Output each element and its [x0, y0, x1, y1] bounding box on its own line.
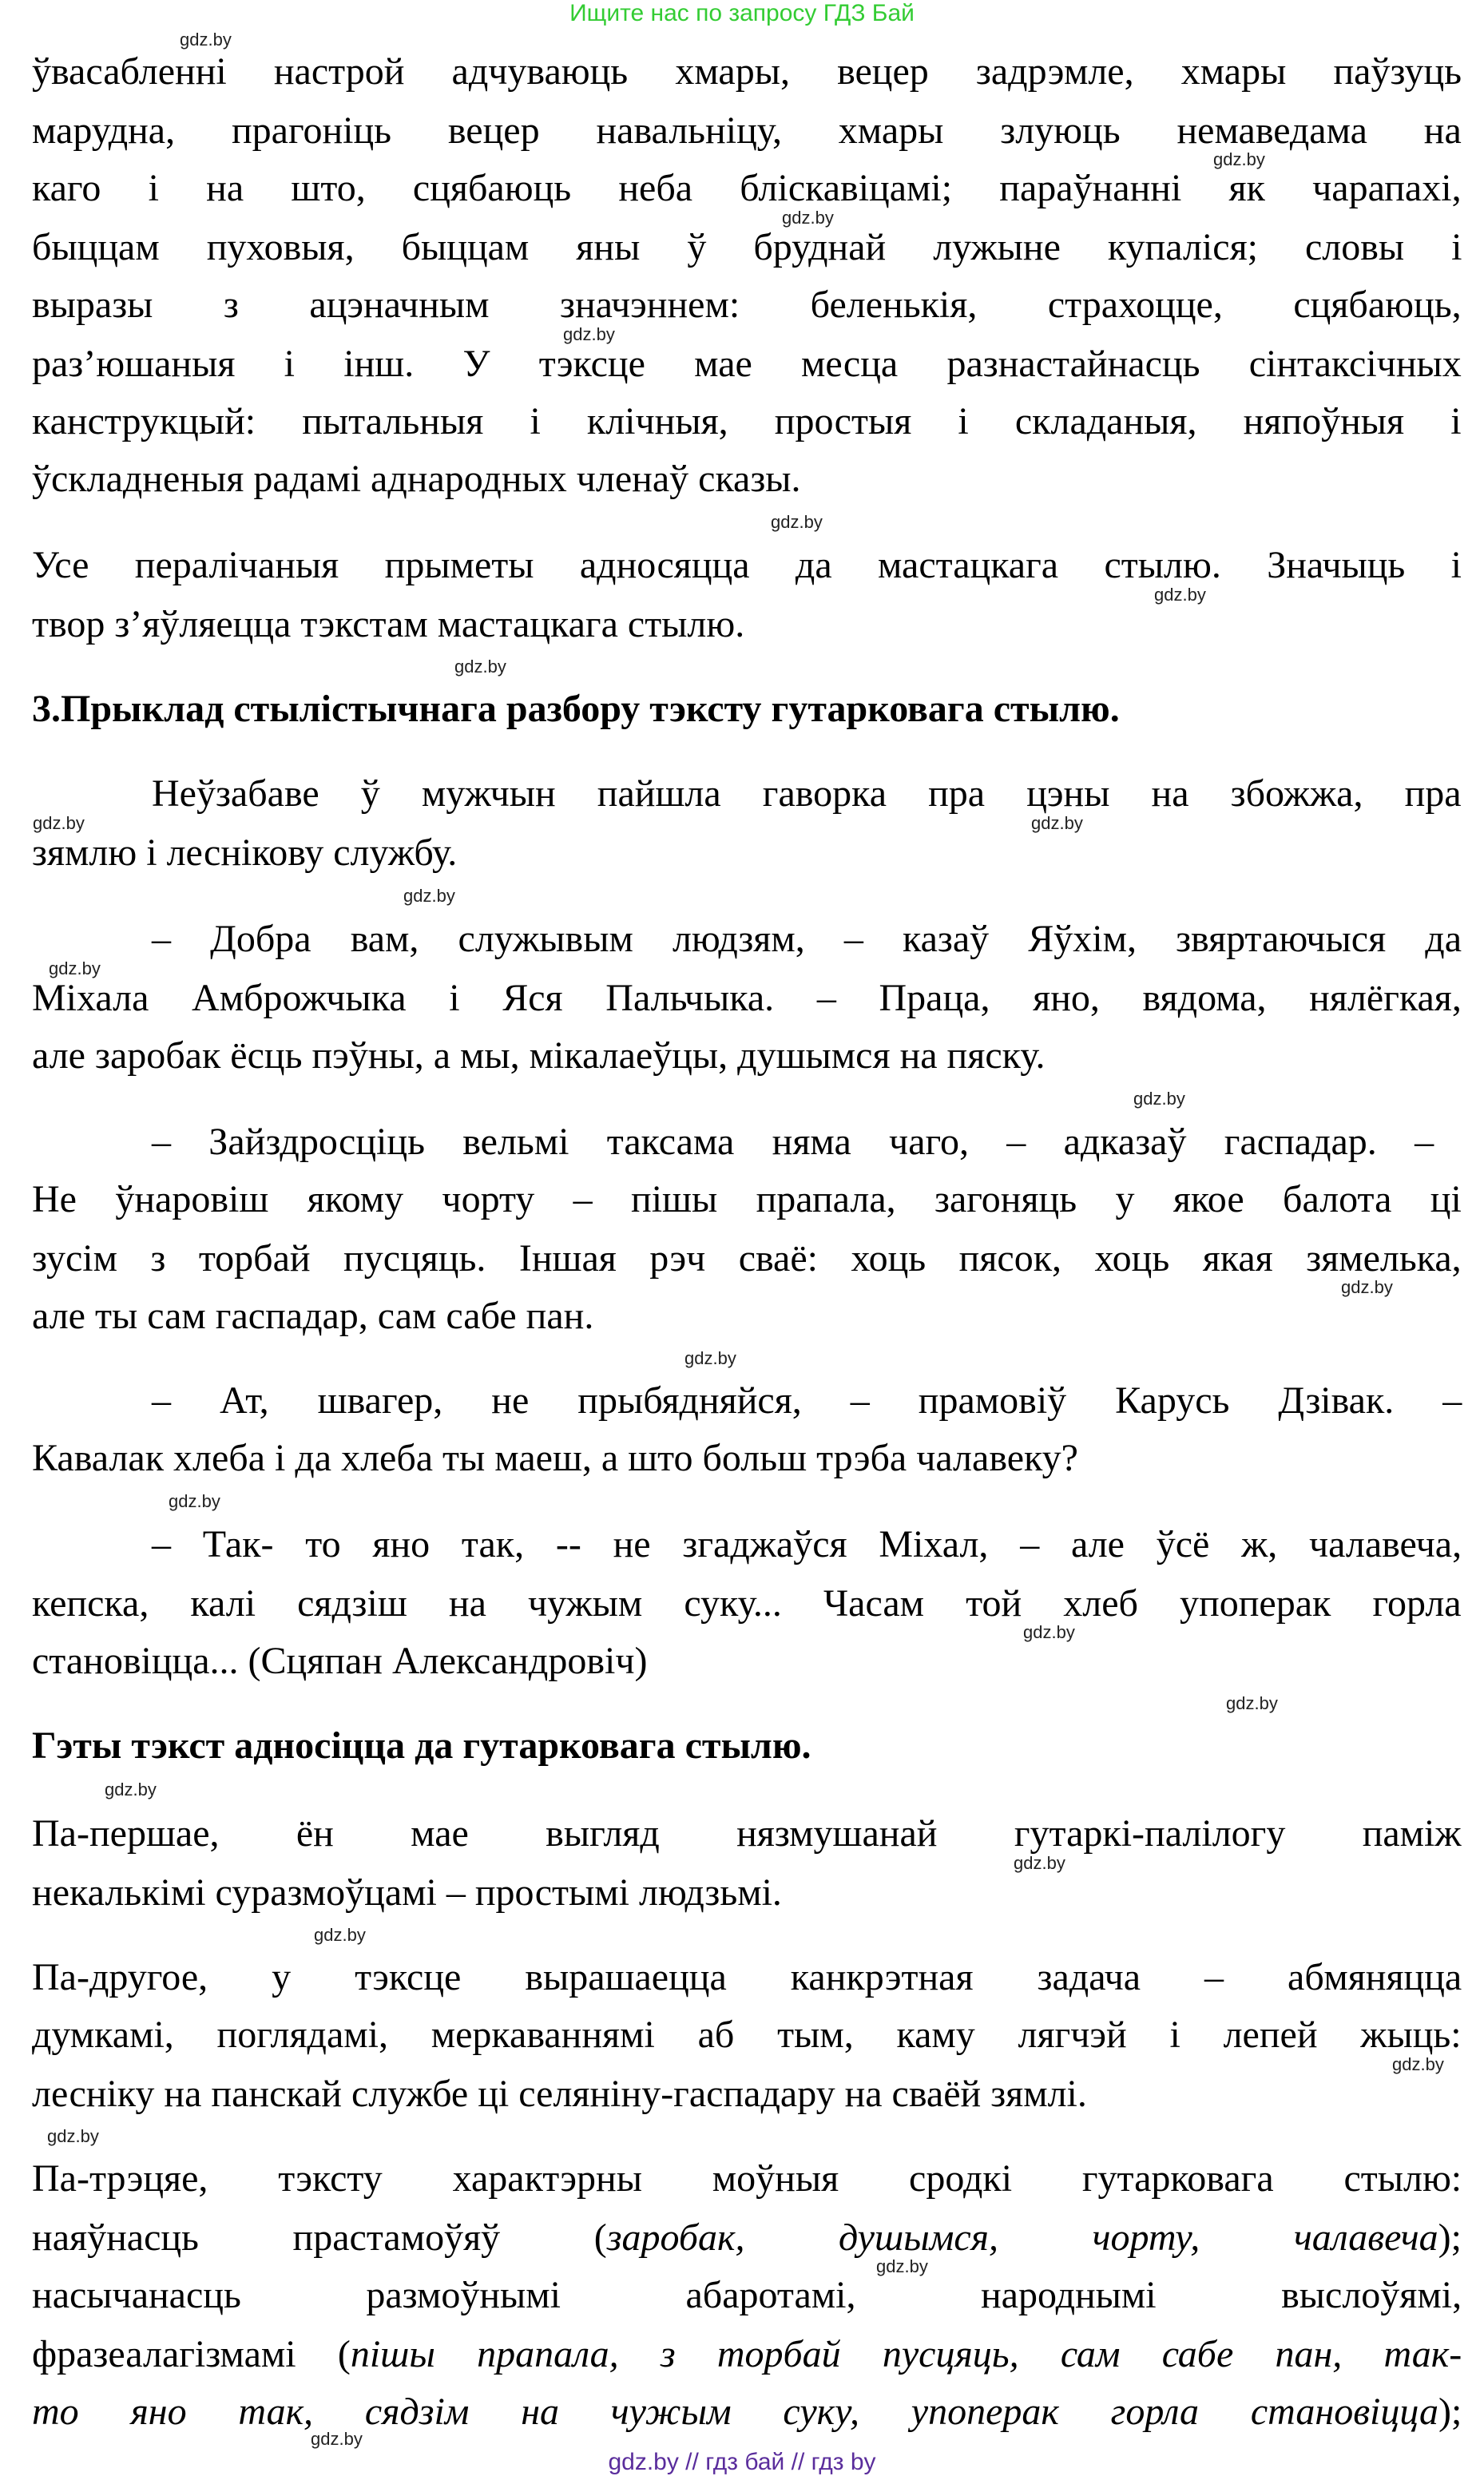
- text-line: Неўзабаве ў мужчын пайшла гаворка пра цэны на збожжа, пра: [152, 772, 1462, 815]
- text-line: [32, 2218, 1462, 2258]
- text-segment: );: [1438, 2391, 1462, 2433]
- watermark-gdz: gdz.by: [1023, 1622, 1075, 1642]
- text-line: раз’юшаныя і інш. У тэксце мае месца разнастайнасць сінтаксічных: [32, 343, 1462, 385]
- text-line: лесніку на панскай службе ці селяніну-гаспадару на сваёй зямлі.: [32, 2073, 1087, 2115]
- watermark-gdz: gdz.by: [180, 30, 232, 50]
- watermark-gdz: gdz.by: [403, 886, 455, 906]
- text-line: выразы з ацэначным значэннем: беленькія, страхоцце, сцябаюць,: [32, 284, 1462, 326]
- text-line: марудна, прагоніць вецер навальніцу, хмары злуюць немаведама на: [32, 109, 1462, 152]
- watermark-gdz: gdz.by: [1133, 1089, 1185, 1109]
- watermark-gdz: gdz.by: [1226, 1693, 1278, 1713]
- watermark-gdz: gdz.by: [876, 2256, 928, 2276]
- watermark-gdz: gdz.by: [47, 2126, 99, 2146]
- watermark-gdz: gdz.by: [1213, 149, 1265, 169]
- text-line: твор з’яўляецца тэкстам мастацкага стылю.: [32, 603, 745, 645]
- text-line: Па-першае, ён мае выгляд нязмушанай гутаркі-палілогу паміж: [32, 1812, 1462, 1855]
- watermark-gdz: gdz.by: [454, 657, 506, 677]
- watermark-gdz: gdz.by: [563, 324, 615, 344]
- text-segment: наяўнасць прастамоўяў (: [32, 2216, 607, 2259]
- search-hint-banner: Ищите нас по запросу ГДЗ Бай: [569, 0, 915, 26]
- text-line: Міхала Амброжчыка і Яся Пальчыка. – Праца, яно, вядома, нялёгкая,: [32, 977, 1462, 1019]
- text-line: [32, 2335, 1462, 2375]
- watermark-gdz: gdz.by: [311, 2429, 363, 2449]
- watermark-gdz: gdz.by: [782, 208, 834, 228]
- watermark-gdz: gdz.by: [33, 813, 85, 833]
- italic-example: пішы прапала, з торбай пусцяць, сам сабе пан, так-: [350, 2333, 1462, 2375]
- text-line: становіцца... (Сцяпан Александровіч): [32, 1640, 648, 1682]
- watermark-gdz: gdz.by: [105, 1780, 157, 1799]
- text-line: думкамі, поглядамі, меркаваннямі аб тым, каму лягчэй і лепей жыць:: [32, 2014, 1462, 2056]
- footer-links[interactable]: gdz.by // гдз бай // гдз by: [608, 2449, 876, 2475]
- text-line: ўскладненыя радамі аднародных членаў сказы.: [32, 458, 801, 500]
- text-line: – Зайздросціць вельмі таксама няма чаго, – адказаў гаспадар. –: [152, 1121, 1434, 1163]
- text-line: – Ат, швагер, не прыбядняйся, – прамовіў Карусь Дзівак. –: [152, 1379, 1462, 1422]
- italic-example: то яно так, сядзім на чужым суку, упоперак горла становіцца: [32, 2391, 1438, 2433]
- watermark-gdz: gdz.by: [1341, 1277, 1393, 1297]
- text-line: зусім з торбай пусцяць. Іншая рэч сваё: хоць пясок, хоць якая зямелька,: [32, 1237, 1462, 1280]
- text-line: [32, 2392, 1462, 2432]
- watermark-gdz: gdz.by: [1392, 2054, 1444, 2074]
- text-line: – Добра вам, служывым людзям, – казаў Яўхім, звяртаючыся да: [152, 918, 1462, 960]
- text-line: зямлю і леснікову службу.: [32, 831, 458, 874]
- text-line: каго і на што, сцябаюць неба бліскавіцамі; параўнанні як чарапахі,: [32, 167, 1462, 209]
- watermark-gdz: gdz.by: [771, 512, 823, 532]
- watermark-gdz: gdz.by: [1154, 585, 1206, 605]
- text-segment: фразеалагізмамі (: [32, 2333, 351, 2375]
- watermark-gdz: gdz.by: [169, 1491, 220, 1511]
- watermark-gdz: gdz.by: [49, 958, 101, 978]
- text-line: канструкцый: пытальныя і клічныя, простыя і складаныя, няпоўныя і: [32, 400, 1462, 442]
- text-line: Усе пералічаныя прыметы адносяцца да мастацкага стылю. Значыць і: [32, 544, 1462, 586]
- text-line: але ты сам гаспадар, сам сабе пан.: [32, 1295, 594, 1337]
- text-segment: );: [1438, 2216, 1462, 2259]
- text-line: быццам пуховыя, быццам яны ў бруднай лужыне купаліся; словы і: [32, 226, 1462, 268]
- text-line: Па-трэцяе, тэксту характэрны моўныя сродкі гутарковага стылю:: [32, 2157, 1462, 2200]
- text-line: кепска, калі сядзіш на чужым суку... Часам той хлеб упоперак горла: [32, 1582, 1462, 1625]
- text-line: Па-другое, у тэксце вырашаецца канкрэтная задача – абмяняцца: [32, 1956, 1462, 1998]
- text-line: але заробак ёсць пэўны, а мы, мікалаеўцы, душымся на пяску.: [32, 1034, 1046, 1077]
- text-line: Кавалак хлеба і да хлеба ты маеш, а што больш трэба чалавеку?: [32, 1437, 1078, 1479]
- text-line: некалькімі суразмоўцамі – простымі людзьмі.: [32, 1871, 782, 1914]
- text-line: Не ўнаровіш якому чорту – пішы прапала, загоняць у якое балота ці: [32, 1178, 1462, 1220]
- italic-example: заробак, душымся, чорту, чалавеча: [606, 2216, 1438, 2259]
- section-heading: Гэты тэкст адносіцца да гутарковага стылю.: [32, 1724, 811, 1767]
- text-line: – Так- то яно так, -- не згаджаўся Міхал, – але ўсё ж, чалавеча,: [152, 1523, 1462, 1565]
- text-line: насычанасць размоўнымі абаротамі, народнымі выслоўямі,: [32, 2274, 1462, 2316]
- watermark-gdz: gdz.by: [1014, 1853, 1065, 1873]
- watermark-gdz: gdz.by: [684, 1348, 736, 1368]
- section-heading: 3.Прыклад стылістычнага разбору тэксту гутарковага стылю.: [32, 688, 1120, 730]
- watermark-gdz: gdz.by: [1031, 813, 1083, 833]
- watermark-gdz: gdz.by: [314, 1925, 366, 1945]
- text-line: ўвасабленні настрой адчуваюць хмары, вецер задрэмле, хмары паўзуць: [32, 50, 1462, 93]
